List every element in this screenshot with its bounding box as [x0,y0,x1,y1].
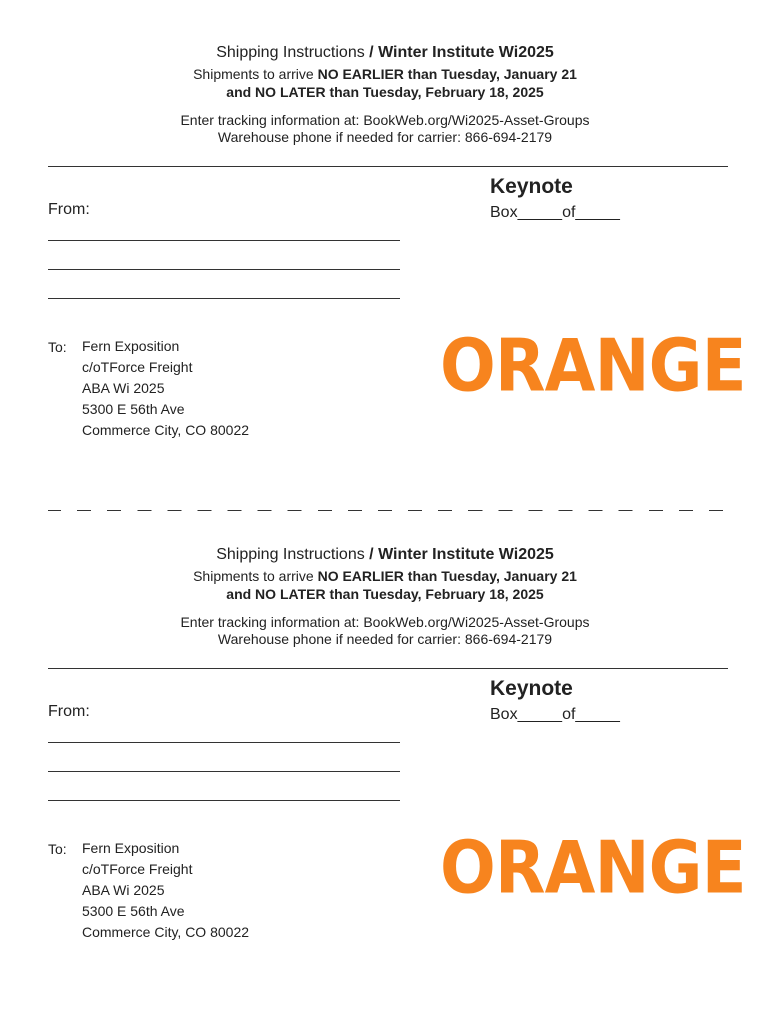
arrival-window-line2: and NO LATER than Tuesday, February 18, 2025 [226,586,544,602]
address-line: c/oTForce Freight [82,861,193,877]
keynote-heading: Keynote [490,677,573,700]
arrival-prefix: Shipments to arrive [193,568,318,584]
arrival-window-line1 [0,568,770,584]
to-label: To: [48,841,67,857]
divider-rule [48,668,728,669]
from-line [48,742,400,743]
arrival-earliest: NO EARLIER than Tuesday, January 21 [317,66,577,82]
color-code-word: ORANGE [440,323,746,408]
label-title [0,546,770,564]
to-label: To: [48,339,67,355]
shipping-label-bottom [0,502,770,1004]
address-line: c/oTForce Freight [82,359,193,375]
tracking-info: Enter tracking information at: BookWeb.org/Wi2025-Asset-Groups [180,614,590,630]
shipping-label-top [0,0,770,502]
from-line [48,771,400,772]
from-label: From: [48,201,90,218]
arrival-window-line1 [0,66,770,82]
address-line: Commerce City, CO 80022 [82,924,250,940]
address-line: Fern Exposition [82,840,180,856]
keynote-heading: Keynote [490,175,573,198]
from-line [48,800,400,801]
box-count-field: Box_____of_____ [490,706,620,723]
from-line [48,298,400,299]
warehouse-phone: Warehouse phone if needed for carrier: 866-694-2179 [217,129,553,145]
address-line: Commerce City, CO 80022 [82,422,250,438]
address-line: ABA Wi 2025 [82,380,165,396]
from-label: From: [48,703,90,720]
arrival-window-line2: and NO LATER than Tuesday, February 18, 2025 [226,84,544,100]
to-address [82,838,249,943]
from-line [48,240,400,241]
tracking-info: Enter tracking information at: BookWeb.org/Wi2025-Asset-Groups [180,112,590,128]
arrival-earliest: NO EARLIER than Tuesday, January 21 [317,568,577,584]
arrival-prefix: Shipments to arrive [193,66,318,82]
address-line: Fern Exposition [82,338,180,354]
divider-rule [48,166,728,167]
title-prefix: Shipping Instructions [216,546,370,563]
title-prefix: Shipping Instructions [216,44,370,61]
to-address [82,336,249,441]
label-title [0,44,770,62]
address-line: 5300 E 56th Ave [82,401,185,417]
color-code-word: ORANGE [440,825,746,910]
title-event: / Winter Institute Wi2025 [369,44,554,61]
title-event: / Winter Institute Wi2025 [369,546,554,563]
from-line [48,269,400,270]
box-count-field: Box_____of_____ [490,204,620,221]
warehouse-phone: Warehouse phone if needed for carrier: 866-694-2179 [217,631,553,647]
address-line: 5300 E 56th Ave [82,903,185,919]
address-line: ABA Wi 2025 [82,882,165,898]
